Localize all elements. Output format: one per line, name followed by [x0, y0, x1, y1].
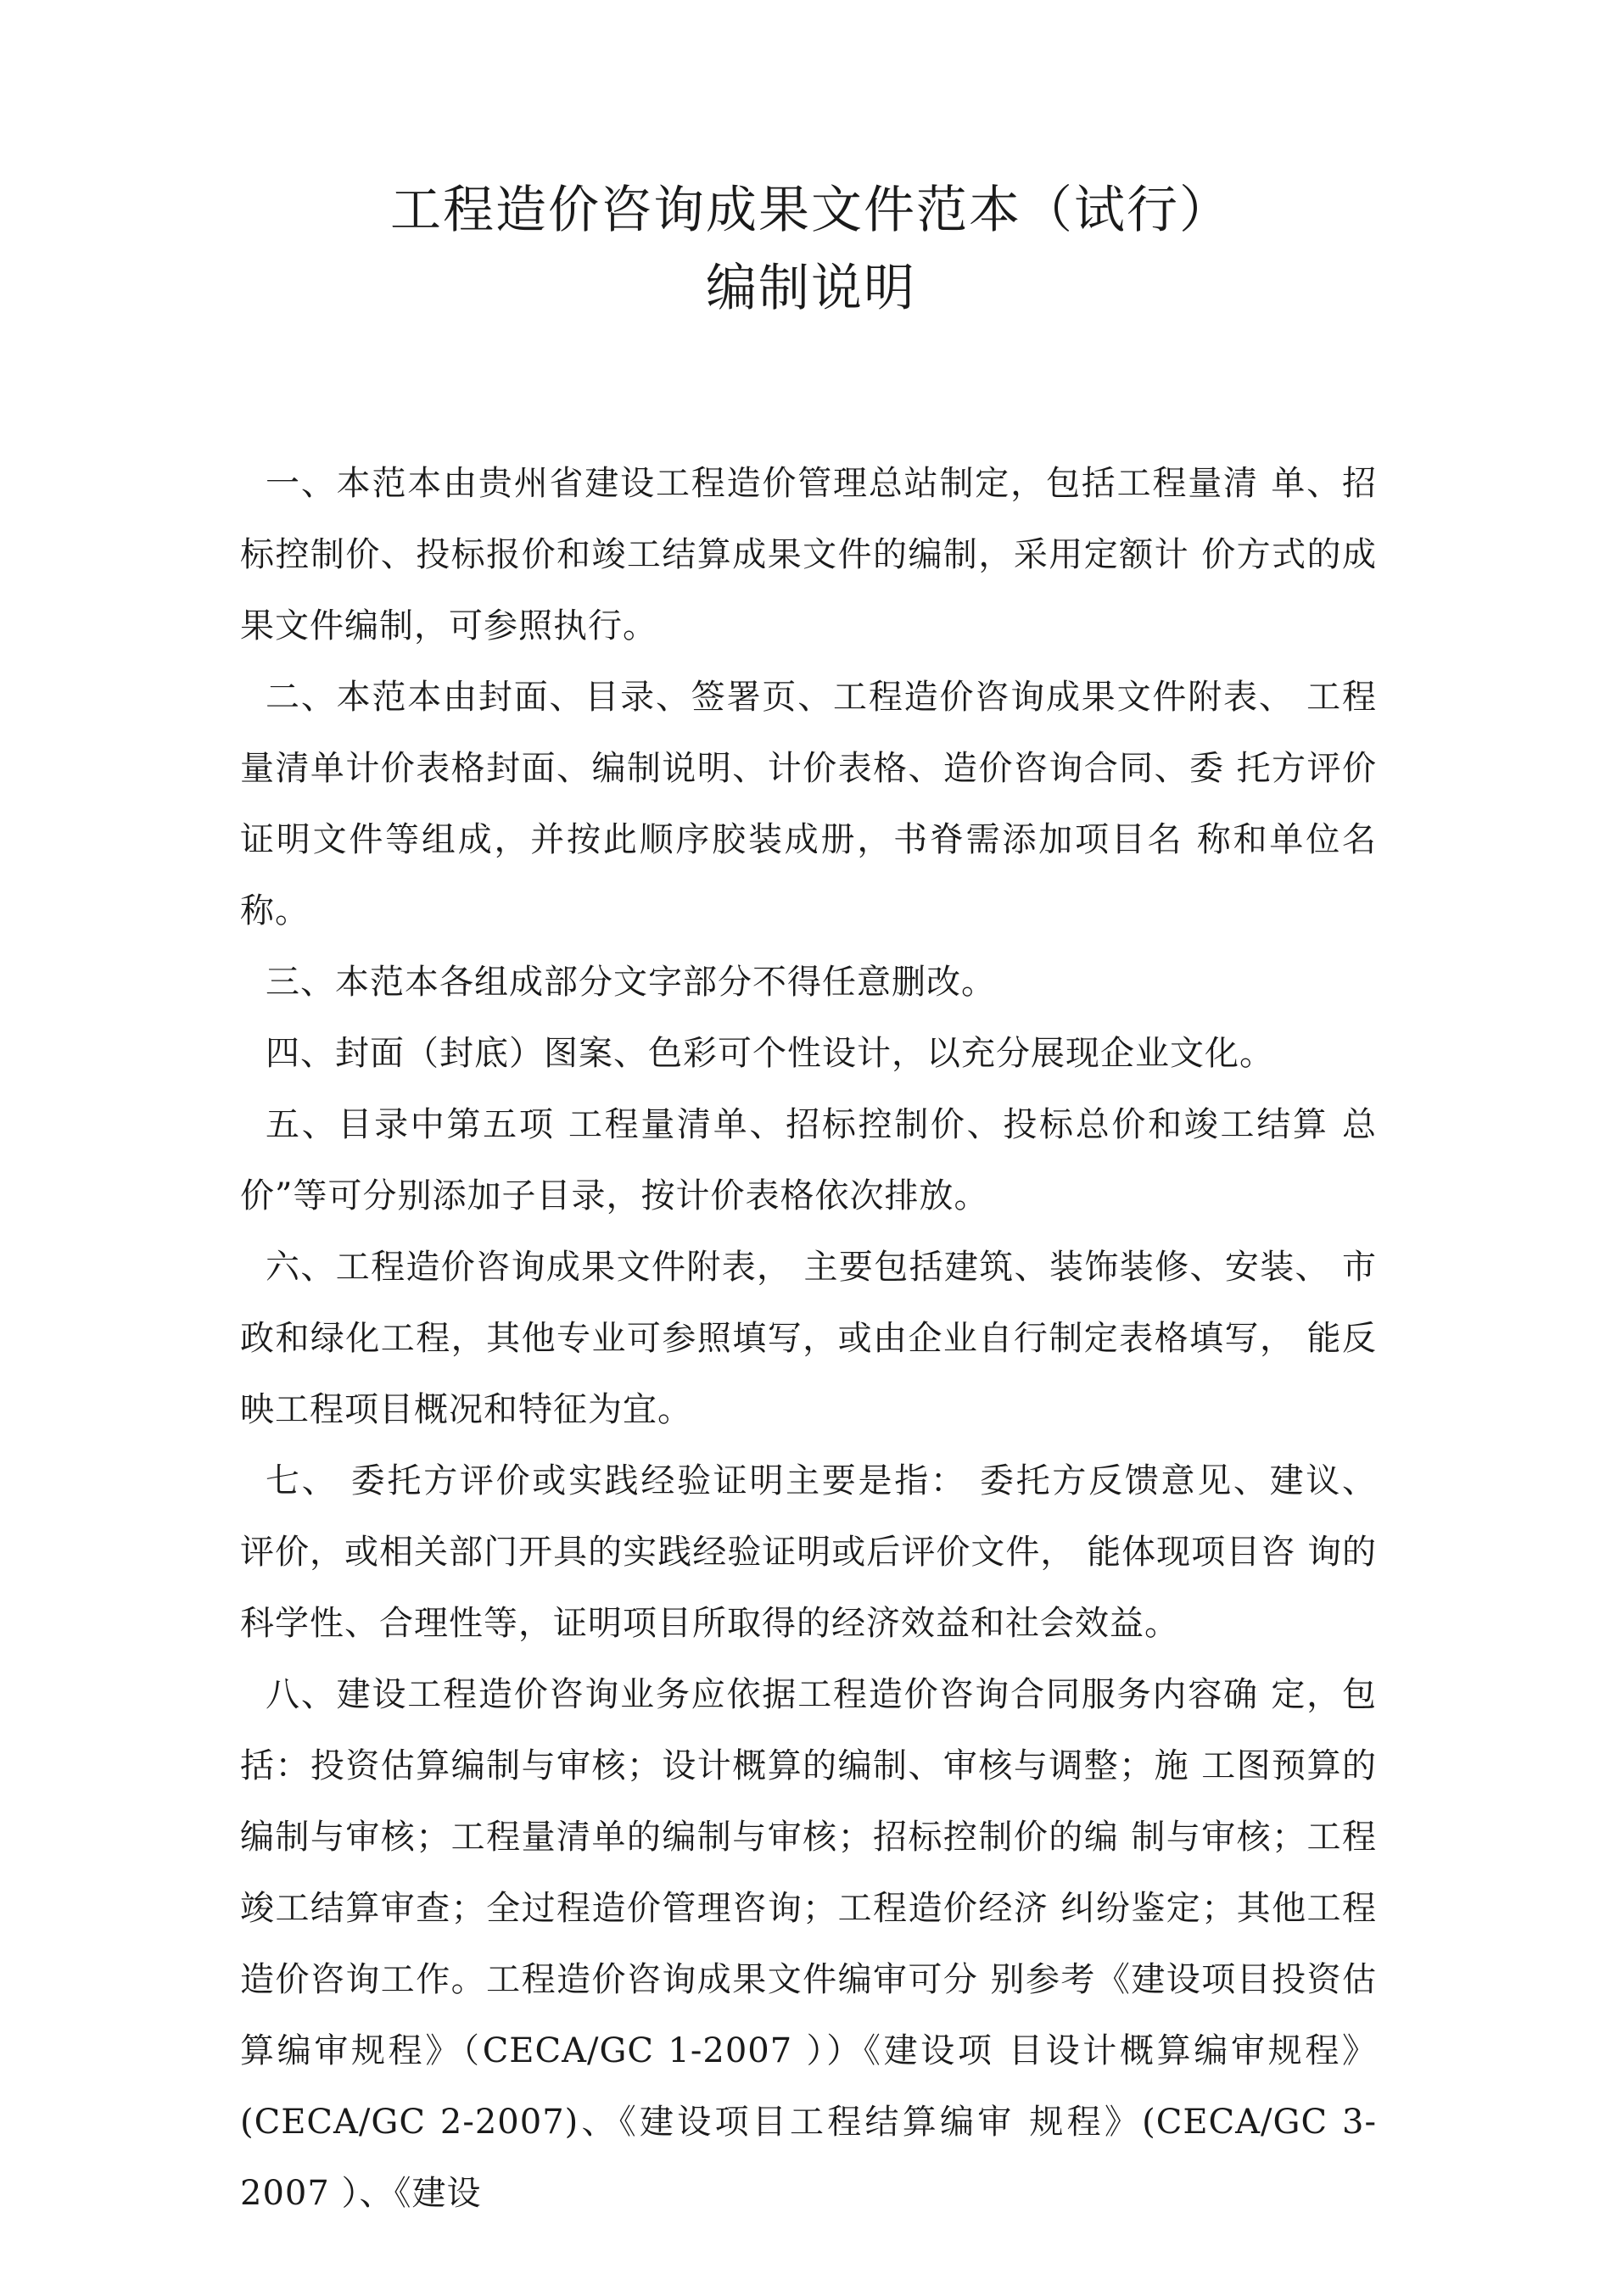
paragraph-2: 二、本范本由封面、目录、签署页、工程造价咨询成果文件附表、 工程量清单计价表格封面、编制说明、计价表格、造价咨询合同、委 托方评价证明文件等组成，并按此顺序胶装成册，书脊需添加项目名 称和单位名称。: [240, 678, 1377, 930]
document-title: 工程造价咨询成果文件范本（试行）: [390, 181, 1232, 240]
paragraph-7: 七、 委托方评价或实践经验证明主要是指： 委托方反馈意见、建议、 评价，或相关部门开具的实践经验证明或后评价文件， 能体现项目咨 询的科学性、合理性等，证明项目所取得的经济效益和社会效益。: [240, 1461, 1377, 1643]
paragraph-6: 六、工程造价咨询成果文件附表， 主要包括建筑、装饰装修、安装、 市政和绿化工程，其他专业可参照填写，或由企业自行制定表格填写， 能反映工程项目概况和特征为宜。: [240, 1248, 1377, 1429]
document-body: [240, 448, 1377, 2229]
paragraph-5: 五、目录中第五项 工程量清单、招标控制价、投标总价和竣工结算 总价”等可分别添加子目录，按计价表格依次排放。: [240, 1105, 1377, 1215]
paragraph-4: 四、封面（封底）图案、色彩可个性设计，以充分展现企业文化。: [266, 1034, 1274, 1073]
paragraph-1: 一、本范本由贵州省建设工程造价管理总站制定，包括工程量清 单、招标控制价、投标报价和竣工结算成果文件的编制，采用定额计 价方式的成果文件编制，可参照执行。: [240, 464, 1377, 645]
paragraph-8: 八、建设工程造价咨询业务应依据工程造价咨询合同服务内容确 定，包括：投资估算编制与审核；设计概算的编制、审核与调整；施 工图预算的编制与审核；工程量清单的编制与审核；招标控制价的编 制与审核；工程竣工结算审查；全过程造价管理咨询；工程造价经济 纠纷鉴定；其他工程造价咨询工作。工程造价咨询成果文件编审可分 别参考《建设项目投资估算编审规程》（CECA/GC 1-2007 ））《建设项 目设计概算编审规程》(CECA/GC 2-2007)、《建设项目工程结算编审 规程》(CECA/GC 3-2007 ）、《建设: [240, 1675, 1377, 2213]
document-subtitle: 编制说明: [706, 259, 916, 318]
paragraph-3: 三、本范本各组成部分文字部分不得任意删改。: [266, 963, 996, 1002]
